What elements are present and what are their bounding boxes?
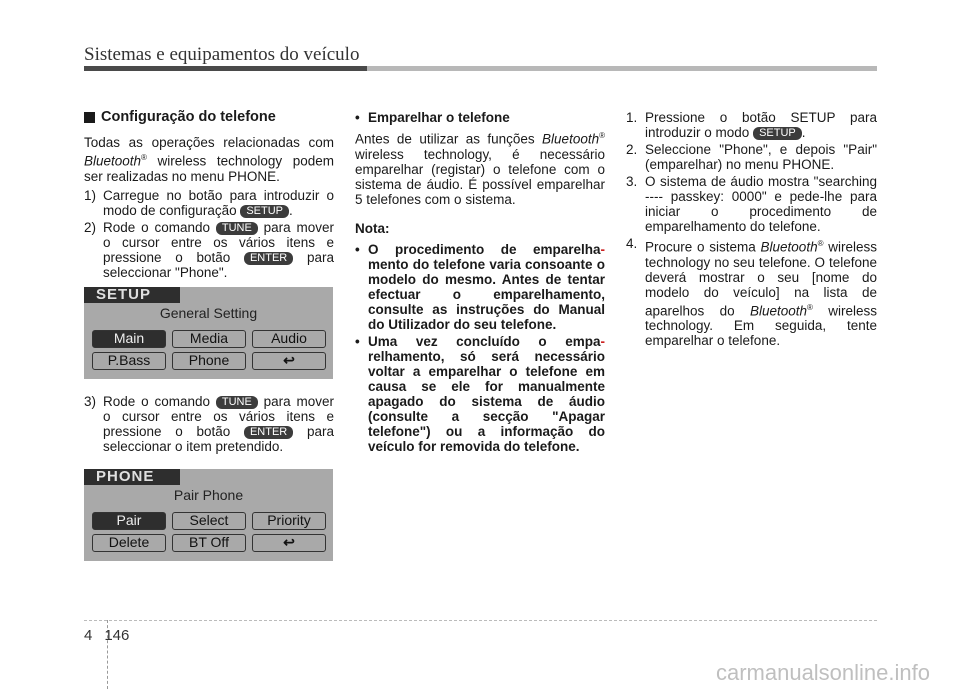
- delete-button: Delete: [92, 534, 166, 552]
- column-1: [84, 110, 334, 282]
- enter-key-badge: ENTER: [244, 426, 293, 439]
- screen-tab-title: SETUP: [84, 287, 180, 303]
- step-2: 2) Rode o comando TUNE para mover o cursor entre os vários itens e pressione o botão ENTER para seleccionar "Phone".: [84, 219, 335, 280]
- watermark-text: carmanualsonline.info: [715, 660, 930, 685]
- phone-screen-illustration: [84, 469, 333, 561]
- back-button: [252, 534, 326, 552]
- back-arrow-icon: ↩: [283, 534, 295, 550]
- page-number: [84, 627, 129, 644]
- note-heading: Nota:: [355, 220, 390, 236]
- setup-key-badge: SETUP: [240, 205, 289, 218]
- priority-button: Priority: [252, 512, 326, 530]
- pair-step-3: 3. O sistema de áudio mostra "searching ---- passkey: 0000" e pede-lhe para iniciar o procedimento de emparelhamento do telefone.: [626, 174, 877, 234]
- pair-button: Pair: [92, 512, 166, 530]
- screen-title: Pair Phone: [173, 487, 244, 503]
- select-button: Select: [172, 512, 246, 530]
- chapter-number: 4: [84, 627, 93, 644]
- pairing-paragraph: Antes de utilizar as funções Bluetooth® wireless technology, é necessário emparelhar (registar) o telefone com o sistema de áudio. É possível emparelhar 5 telefones com o sistema.: [355, 131, 605, 207]
- page-number-value: 146: [104, 627, 130, 644]
- header-rule-accent: [84, 66, 367, 71]
- step-1: 1) Carregue no botão para introduzir o modo de configuração SETUP .: [84, 187, 334, 218]
- pair-step-1: 1. Pressione o botão SETUP para introduzir o modo SETUP .: [626, 110, 877, 140]
- note-item-1: • O procedimento de emparelha-mento do telefone varia consoante o modelo do mesmo. Antes de tentar efectuar o emparelhamento, consulte as instruções do Manual do Utilizador do seu telefone.: [355, 241, 605, 332]
- pair-step-2: 2. Seleccione "Phone", e depois "Pair" (emparelhar) no menu PHONE.: [626, 142, 877, 172]
- column-1-step-3: [84, 394, 334, 456]
- enter-key-badge: ENTER: [244, 252, 293, 265]
- column-3: [626, 110, 877, 350]
- tune-key-badge: TUNE: [216, 396, 258, 409]
- audio-button: Audio: [252, 330, 326, 348]
- phone-button: Phone: [172, 352, 246, 370]
- pbass-button: P.Bass: [92, 352, 166, 370]
- column-2: [355, 110, 605, 456]
- intro-paragraph: Todas as operações relacionadas com Bluetooth® wireless technology podem ser realizadas no menu PHONE.: [84, 135, 334, 184]
- main-button: Main: [92, 330, 166, 348]
- media-button: Media: [172, 330, 246, 348]
- square-bullet-icon: [84, 112, 95, 123]
- tune-key-badge: TUNE: [216, 222, 258, 235]
- step-3: 3) Rode o comando TUNE para mover o cursor entre os vários itens e pressione o botão ENTER para seleccionar o item pretendido.: [84, 394, 335, 454]
- back-button: [252, 352, 326, 370]
- setup-screen-illustration: [84, 287, 333, 379]
- note-item-2: • Uma vez concluído o empa-relhamento, só será necessário voltar a emparelhar o telefone em causa se ele for manualmente apagado do sistema de áudio (consulte a secção "Apagar telefone") ou a informação do veículo for removida do telefone.: [355, 333, 605, 454]
- section-title: Configuração do telefone: [84, 110, 334, 125]
- pair-step-4: 4. Procure o sistema Bluetooth® wireless technology no seu telefone. O telefone deverá mostrar o seu [nome do modelo do veículo] na lista de aparelhos do Bluetooth® wireless technology. Em seguida, tente emparelhar o telefone.: [626, 236, 878, 348]
- setup-key-badge: SETUP: [753, 127, 802, 140]
- back-arrow-icon: ↩: [283, 352, 295, 368]
- page-header-title: Sistemas e equipamentos do veículo: [84, 44, 360, 65]
- bt-off-button: BT Off: [172, 534, 246, 552]
- footer-rule: [84, 620, 877, 621]
- screen-tab-title: PHONE: [84, 469, 180, 485]
- pairing-heading: • Emparelhar o telefone: [355, 110, 510, 125]
- screen-title: General Setting: [159, 305, 258, 321]
